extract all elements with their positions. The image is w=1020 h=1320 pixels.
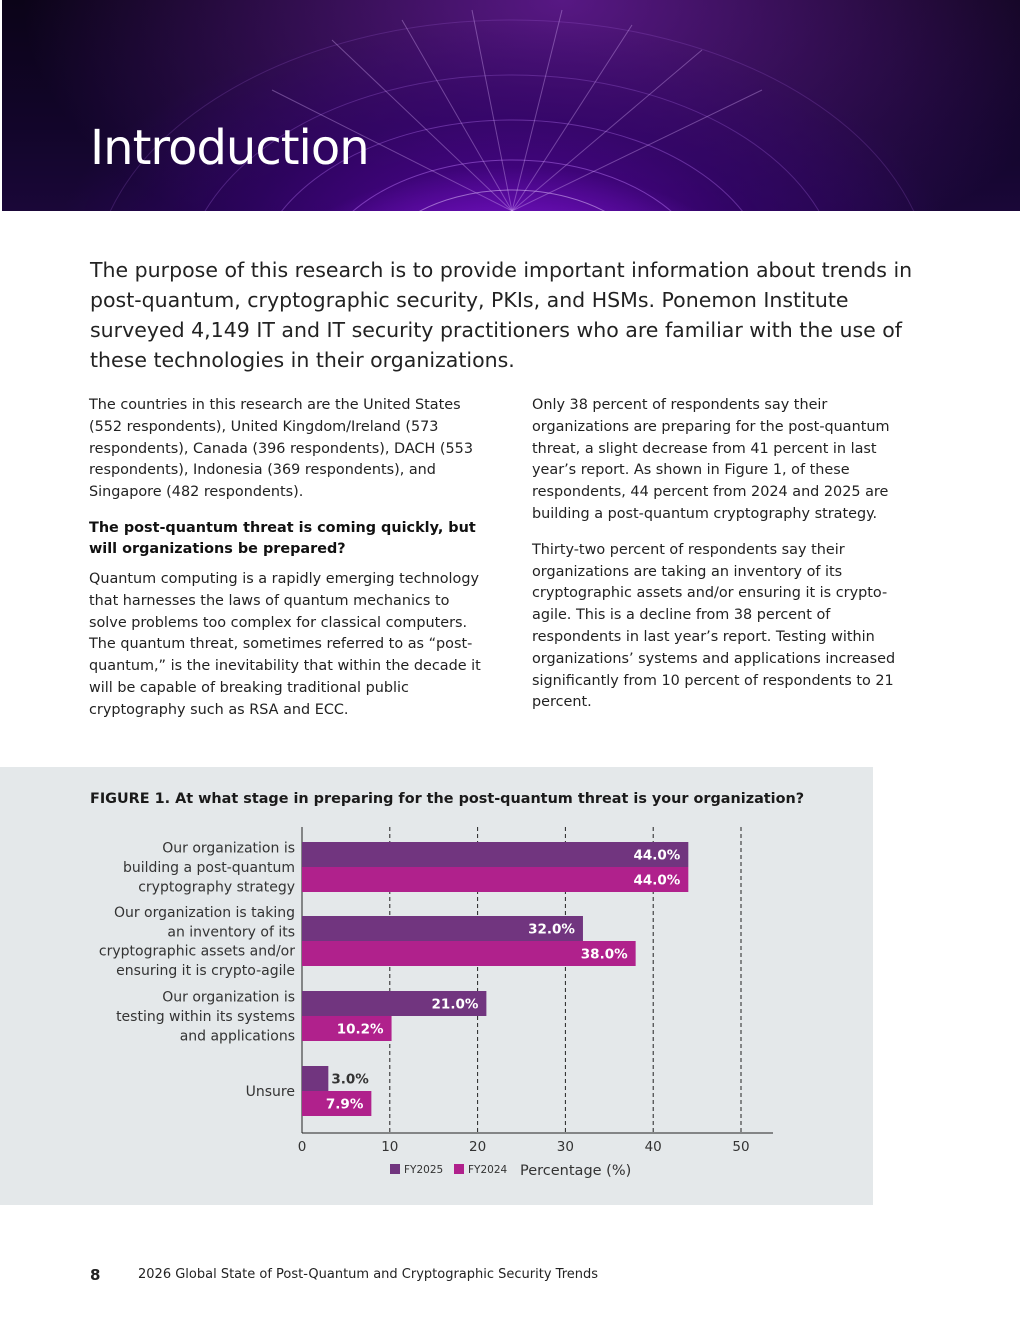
- category-label: an inventory of its: [167, 924, 295, 941]
- category-label: cryptographic assets and/or: [98, 943, 295, 960]
- bar-fy2024: [302, 867, 688, 892]
- section-heading: The post-quantum threat is coming quickly, but will organizations be prepared?: [89, 519, 476, 558]
- x-tick-label: 50: [732, 1139, 750, 1155]
- data-label: 21.0%: [431, 996, 479, 1013]
- category-label: and applications: [179, 1028, 295, 1045]
- bar-fy2025: [302, 1066, 328, 1091]
- x-axis-label: Percentage (%): [520, 1163, 632, 1179]
- data-label: 44.0%: [633, 847, 681, 864]
- figure-title: FIGURE 1. At what stage in preparing for the post-quantum threat is your organization?: [90, 791, 805, 807]
- data-label: 44.0%: [633, 872, 681, 889]
- data-label: 10.2%: [336, 1021, 384, 1038]
- legend-label: FY2025: [404, 1164, 444, 1176]
- preparing-paragraph: Only 38 percent of respondents say their organizations are preparing for the post-quantum threat, a slight decrease from 41 percent in last year’s report. As shown in Figure 1, of these respondents, 44 percent from 2024 and 2025 are building a post-quantum cryptography strategy.: [532, 397, 890, 522]
- hero-banner: [2, 0, 1020, 211]
- data-label: 7.9%: [325, 1096, 364, 1113]
- legend-swatch: [454, 1164, 464, 1174]
- x-tick-label: 0: [297, 1139, 307, 1155]
- category-label: building a post-quantum: [122, 860, 295, 876]
- category-label: testing within its systems: [116, 1009, 295, 1025]
- countries-paragraph: The countries in this research are the United States (552 respondents), United Kingdom/Ireland (573 respondents), Canada (396 respondents), DACH (553 respondents), Indonesia (369 respondents), and Singapore (482 respondents).: [89, 397, 473, 501]
- legend-swatch: [390, 1164, 400, 1174]
- legend-label: FY2024: [468, 1164, 508, 1176]
- inventory-paragraph: Thirty-two percent of respondents say their organizations are taking an inventory of its cryptographic assets and/or ensuring it is crypto-agile. This is a decline from 38 percent of respondents in last year’s report. Testing within organizations’ systems and applications increased significantly from 10 percent of respondents to 21 percent.: [532, 541, 896, 711]
- x-tick-label: 40: [644, 1139, 662, 1155]
- data-label: 32.0%: [528, 921, 575, 938]
- figure-panel: [0, 767, 873, 1205]
- category-label: Our organization is taking: [113, 905, 295, 922]
- left-column: [89, 395, 489, 736]
- category-label: Unsure: [245, 1084, 295, 1100]
- right-column: [532, 395, 916, 728]
- category-label: Our organization is: [162, 989, 295, 1006]
- quantum-paragraph: Quantum computing is a rapidly emerging technology that harnesses the laws of quantum mechanics to solve problems too complex for classical computers. The quantum threat, sometimes referred to as “post-quantum,” is the inevitability that within the decade it will be capable of breaking traditional public cryptography such as RSA and ECC.: [89, 570, 481, 718]
- hero-graphic: [2, 0, 1020, 211]
- footer-title: 2026 Global State of Post-Quantum and Cryptographic Security Trends: [138, 1267, 599, 1282]
- x-tick-label: 20: [469, 1139, 487, 1155]
- lead-paragraph: The purpose of this research is to provide important information about trends in post-quantum, cryptographic security, PKIs, and HSMs. Ponemon Institute surveyed 4,149 IT and IT security practitioners who are familiar with the use of these technologies in their organizations.: [90, 258, 913, 372]
- data-label: 38.0%: [580, 946, 628, 963]
- page-number: 8: [90, 1266, 101, 1284]
- x-tick-label: 10: [381, 1139, 399, 1155]
- bar-chart: [0, 767, 873, 1205]
- category-label: ensuring it is crypto-agile: [116, 962, 295, 979]
- page-title: Introduction: [90, 120, 369, 176]
- data-label: 3.0%: [331, 1071, 369, 1088]
- category-label: Our organization is: [162, 840, 295, 857]
- bar-fy2025: [302, 842, 688, 867]
- category-label: cryptography strategy: [138, 879, 295, 896]
- x-tick-label: 30: [556, 1139, 574, 1155]
